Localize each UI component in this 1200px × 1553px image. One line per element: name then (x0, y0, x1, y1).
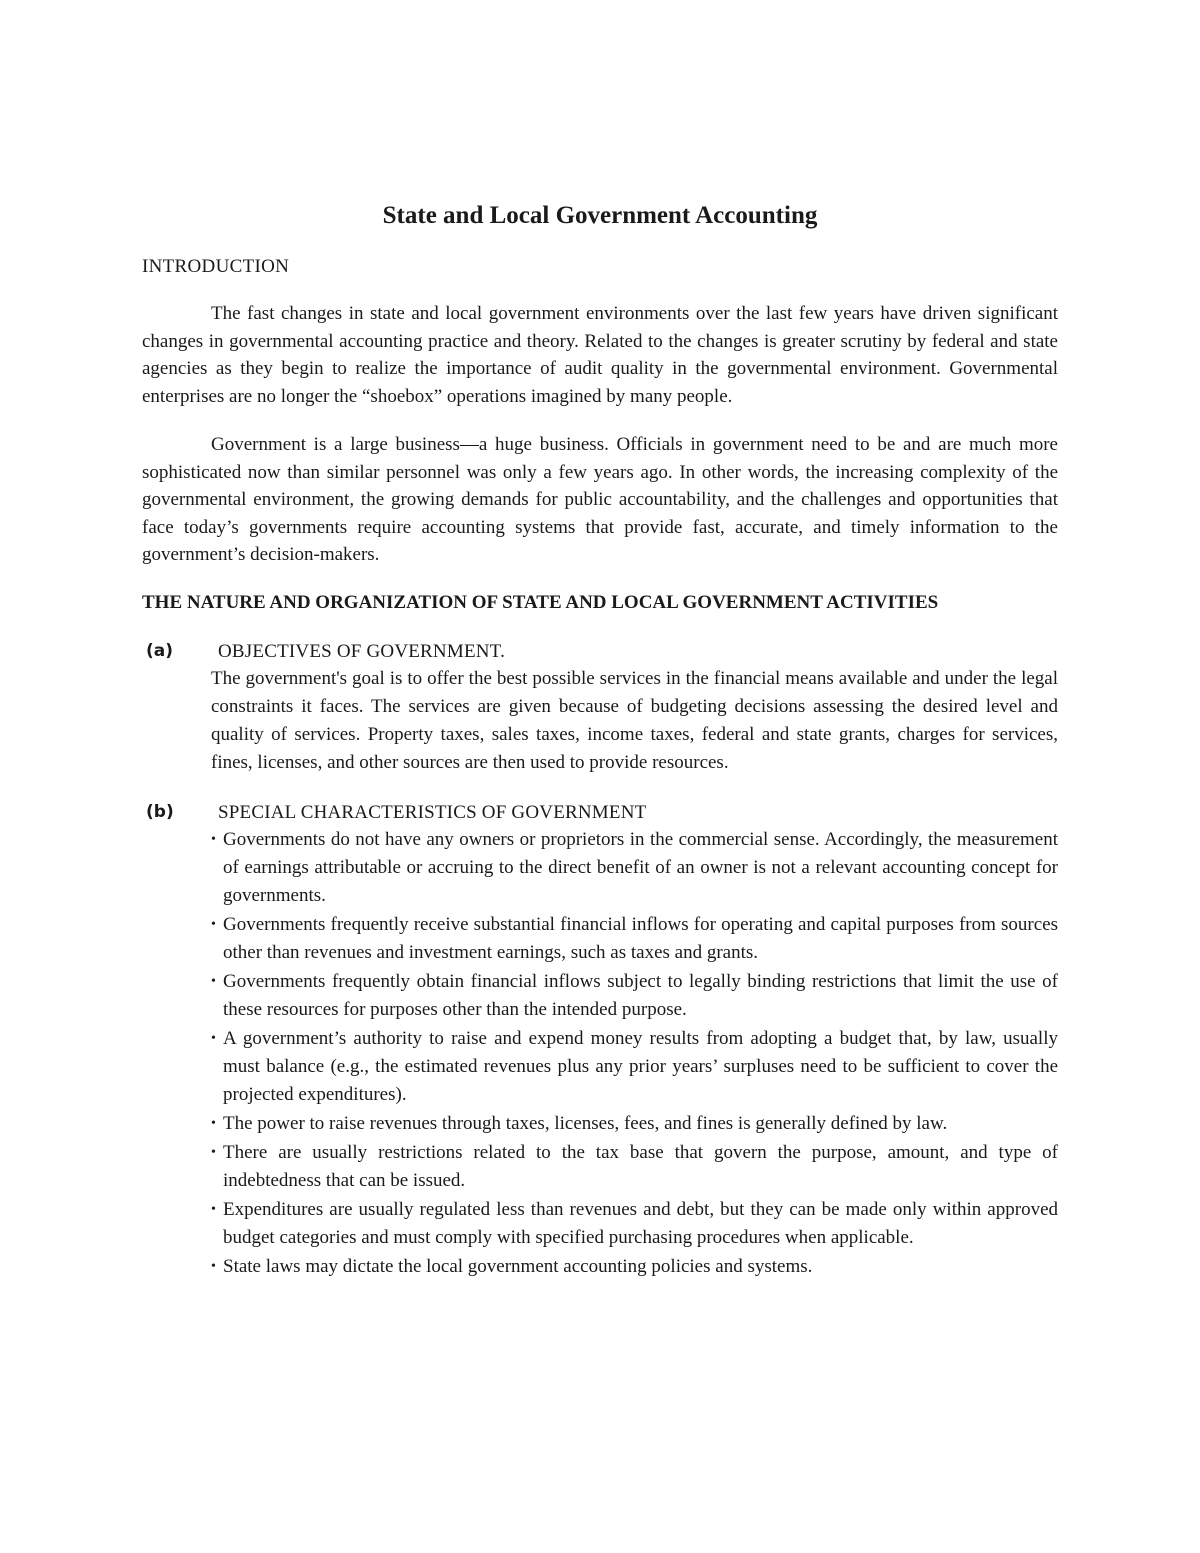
bullet-icon: • (211, 1030, 216, 1046)
list-item-text: The power to raise revenues through taxes, licenses, fees, and fines is generally defined by law. (223, 1112, 948, 1134)
section-b-letter: (b) (146, 801, 174, 822)
list-item (211, 911, 1058, 967)
list-item (211, 1253, 1058, 1281)
list-item-text: Expenditures are usually regulated less than revenues and debt, but they can be made only within approved budget categories and must comply with specified purchasing procedures when applicable. (223, 1198, 1058, 1248)
bullet-icon: • (211, 1115, 216, 1131)
list-item-text: Governments frequently receive substantial financial inflows for operating and capital purposes from sources other than revenues and investment earnings, such as taxes and grants. (223, 913, 1058, 963)
bullet-icon: • (211, 1201, 216, 1217)
introduction-paragraph-1: The fast changes in state and local government environments over the last few years have driven significant changes in governmental accounting practice and theory. Related to the changes is greater scrutiny by federal and state agencies as they begin to realize the importance of audit quality in the governmental environment. Governmental enterprises are no longer the “shoebox” operations imagined by many people. (142, 303, 1058, 407)
list-item (211, 1110, 1058, 1138)
bullet-icon: • (211, 973, 216, 989)
list-item-text: Governments do not have any owners or proprietors in the commercial sense. Accordingly, the measurement of earnings attributable or accruing to the direct benefit of an owner is not a relevant accounting concept for governments. (223, 828, 1058, 906)
bullet-icon: • (211, 831, 216, 847)
introduction-heading: INTRODUCTION (142, 256, 290, 277)
list-item-text: There are usually restrictions related to the tax base that govern the purpose, amount, and type of indebtedness that can be issued. (223, 1141, 1058, 1191)
section-b-title: SPECIAL CHARACTERISTICS OF GOVERNMENT (218, 801, 647, 823)
characteristics-list (211, 826, 1058, 1281)
document-title: State and Local Government Accounting (382, 202, 818, 229)
list-item-text: Governments frequently obtain financial inflows subject to legally binding restrictions that limit the use of these resources for purposes other than the intended purpose. (223, 970, 1058, 1020)
list-item (211, 826, 1058, 910)
section-a-letter: (a) (146, 640, 174, 661)
objectives-paragraph: The government's goal is to offer the best possible services in the financial means available and under the legal constraints it faces. The services are given because of budgeting decisions assessing the desired level and quality of services. Property taxes, sales taxes, income taxes, federal and state grants, charges for services, fines, licenses, and other sources are then used to provide resources. (211, 667, 1058, 773)
list-item (211, 1139, 1058, 1195)
list-item-text: State laws may dictate the local government accounting policies and systems. (223, 1255, 813, 1277)
list-item (211, 1025, 1058, 1109)
document-page (142, 200, 1058, 1282)
list-item (211, 968, 1058, 1024)
bullet-icon: • (211, 1258, 216, 1274)
bullet-icon: • (211, 1144, 216, 1160)
nature-organization-heading: THE NATURE AND ORGANIZATION OF STATE AND LOCAL GOVERNMENT ACTIVITIES (142, 591, 939, 613)
characteristics-heading (142, 799, 1058, 826)
objectives-heading (142, 638, 1058, 665)
list-item (211, 1196, 1058, 1252)
introduction-paragraph-2: Government is a large business—a huge business. Officials in government need to be and are much more sophisticated now than similar personnel was only a few years ago. In other words, the increasing complexity of the governmental environment, the growing demands for public accountability, and the challenges and opportunities that face today’s governments require accounting systems that provide fast, accurate, and timely information to the government’s decision-makers. (142, 434, 1058, 565)
list-item-text: A government’s authority to raise and expend money results from adopting a budget that, by law, usually must balance (e.g., the estimated revenues plus any prior years’ surpluses need to be sufficient to cover the projected expenditures). (223, 1027, 1058, 1105)
bullet-icon: • (211, 916, 216, 932)
section-a-title: OBJECTIVES OF GOVERNMENT. (218, 640, 506, 662)
